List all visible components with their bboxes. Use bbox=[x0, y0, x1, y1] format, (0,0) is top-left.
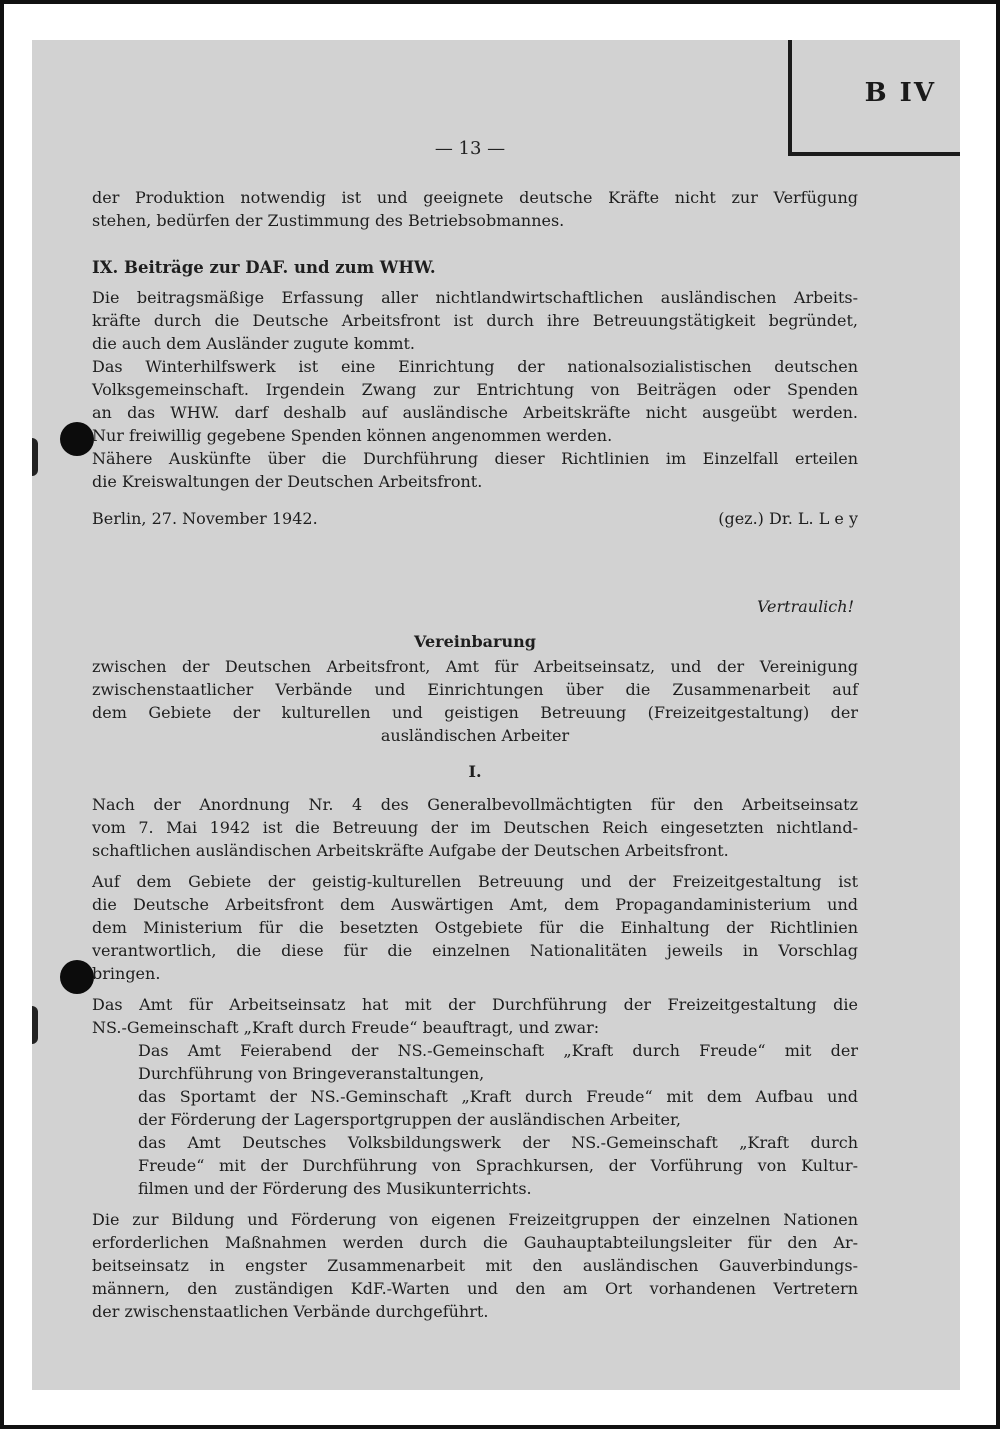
text-line: Das Amt für Arbeitseinsatz hat mit der Durchführung der Freizeitgestaltung die bbox=[92, 995, 858, 1014]
text-line: der Förderung der Lagersportgruppen der ausländischen Arbeiter, bbox=[138, 1110, 681, 1129]
text-line: Volksgemeinschaft. Irgendein Zwang zur Entrichtung von Beiträgen oder Spenden bbox=[92, 380, 858, 399]
text-line: erforderlichen Maßnahmen werden durch die Gauhauptabteilungsleiter für den Ar- bbox=[92, 1233, 858, 1252]
signatory: (gez.) Dr. L. L e y bbox=[718, 509, 858, 528]
text-line: dem Gebiete der kulturellen und geistigen Betreuung (Freizeitgestaltung) der bbox=[92, 703, 858, 722]
list-item bbox=[92, 1039, 858, 1085]
text-line: Das Winterhilfswerk ist eine Einrichtung der nationalsozialistischen deutschen bbox=[92, 357, 858, 376]
text-line: schaftlichen ausländischen Arbeitskräfte Aufgabe der Deutschen Arbeitsfront. bbox=[92, 841, 729, 860]
page-number: — 13 — bbox=[434, 138, 506, 159]
archive-stamp-box bbox=[788, 40, 960, 156]
text-line: männern, den zuständigen KdF.-Warten und den am Ort vorhandenen Vertretern bbox=[92, 1279, 858, 1298]
agreement-subtitle bbox=[92, 655, 858, 747]
text-line: Freude“ mit der Durchführung von Sprachkursen, der Vorführung von Kultur- bbox=[138, 1156, 858, 1175]
list-item bbox=[92, 1131, 858, 1200]
text-line: dem Ministerium für die besetzten Ostgebiete für die Einhaltung der Richtlinien bbox=[92, 918, 858, 937]
stamp-label: B IV bbox=[864, 78, 936, 108]
paragraph bbox=[92, 870, 858, 985]
text-line: die Kreiswaltungen der Deutschen Arbeitsfront. bbox=[92, 472, 483, 491]
text-line: Die beitragsmäßige Erfassung aller nichtlandwirtschaftlichen ausländischen Arbeits- bbox=[92, 288, 858, 307]
text-line: das Amt Deutsches Volksbildungswerk der NS.-Gemeinschaft „Kraft durch bbox=[138, 1133, 858, 1152]
text-line: Das Amt Feierabend der NS.-Gemeinschaft „Kraft durch Freude“ mit der bbox=[138, 1041, 858, 1060]
paragraph bbox=[92, 793, 858, 862]
paragraph bbox=[92, 1208, 858, 1323]
binding-mark bbox=[32, 438, 38, 476]
continued-paragraph bbox=[92, 186, 858, 232]
paragraph bbox=[92, 286, 858, 355]
text-line: NS.-Gemeinschaft „Kraft durch Freude“ beauftragt, und zwar: bbox=[92, 1018, 600, 1037]
text-line: zwischen der Deutschen Arbeitsfront, Amt für Arbeitseinsatz, und der Vereinigung bbox=[92, 657, 858, 676]
text-line: vom 7. Mai 1942 ist die Betreuung der im Deutschen Reich eingesetzten nichtland- bbox=[92, 818, 858, 837]
text-line: der Produktion notwendig ist und geeignete deutsche Kräfte nicht zur Verfügung bbox=[92, 188, 858, 207]
punch-hole bbox=[60, 422, 94, 456]
text-line: bringen. bbox=[92, 964, 161, 983]
confidential-mark: Vertraulich! bbox=[756, 597, 854, 616]
text-line: kräfte durch die Deutsche Arbeitsfront ist durch ihre Betreuungstätigkeit begründet, bbox=[92, 311, 858, 330]
text-line: das Sportamt der NS.-Geminschaft „Kraft durch Freude“ mit dem Aufbau und bbox=[138, 1087, 858, 1106]
punch-hole bbox=[60, 960, 94, 994]
list-item bbox=[92, 1085, 858, 1131]
section-heading: IX. Beiträge zur DAF. und zum WHW. bbox=[92, 258, 436, 277]
text-line: ausländischen Arbeiter bbox=[380, 726, 570, 745]
text-line: Die zur Bildung und Förderung von eigenen Freizeitgruppen der einzelnen Nationen bbox=[92, 1210, 858, 1229]
text-line: verantwortlich, die diese für die einzelnen Nationalitäten jeweils in Vorschlag bbox=[92, 941, 858, 960]
text-line: der zwischenstaatlichen Verbände durchgeführt. bbox=[92, 1302, 489, 1321]
document-body bbox=[92, 186, 858, 1323]
signature-row bbox=[92, 507, 858, 531]
text-line: die auch dem Ausländer zugute kommt. bbox=[92, 334, 416, 353]
text-line: die Deutsche Arbeitsfront dem Auswärtigen Amt, dem Propagandaministerium und bbox=[92, 895, 858, 914]
binding-mark bbox=[32, 1006, 38, 1044]
text-line: an das WHW. darf deshalb auf ausländische Arbeitskräfte nicht ausgeübt werden. bbox=[92, 403, 858, 422]
text-line: Durchführung von Bringeveranstaltungen, bbox=[138, 1064, 485, 1083]
text-line: Nähere Auskünfte über die Durchführung dieser Richtlinien im Einzelfall erteilen bbox=[92, 449, 858, 468]
agreement-title: Vereinbarung bbox=[414, 632, 536, 651]
text-line: Nur freiwillig gegebene Spenden können angenommen werden. bbox=[92, 426, 613, 445]
text-line: Auf dem Gebiete der geistig-kulturellen Betreuung und der Freizeitgestaltung ist bbox=[92, 872, 858, 891]
text-line: filmen und der Förderung des Musikunterrichts. bbox=[138, 1179, 532, 1198]
text-line: beitseinsatz in engster Zusammenarbeit mit den ausländischen Gauverbindungs- bbox=[92, 1256, 858, 1275]
paragraph bbox=[92, 993, 858, 1039]
text-line: stehen, bedürfen der Zustimmung des Betriebsobmannes. bbox=[92, 211, 565, 230]
text-line: zwischenstaatlicher Verbände und Einrichtungen über die Zusammenarbeit auf bbox=[92, 680, 858, 699]
place-date: Berlin, 27. November 1942. bbox=[92, 509, 318, 528]
section-number: I. bbox=[468, 762, 482, 781]
paragraph bbox=[92, 447, 858, 493]
paragraph bbox=[92, 355, 858, 447]
text-line: Nach der Anordnung Nr. 4 des Generalbevollmächtigten für den Arbeitseinsatz bbox=[92, 795, 858, 814]
